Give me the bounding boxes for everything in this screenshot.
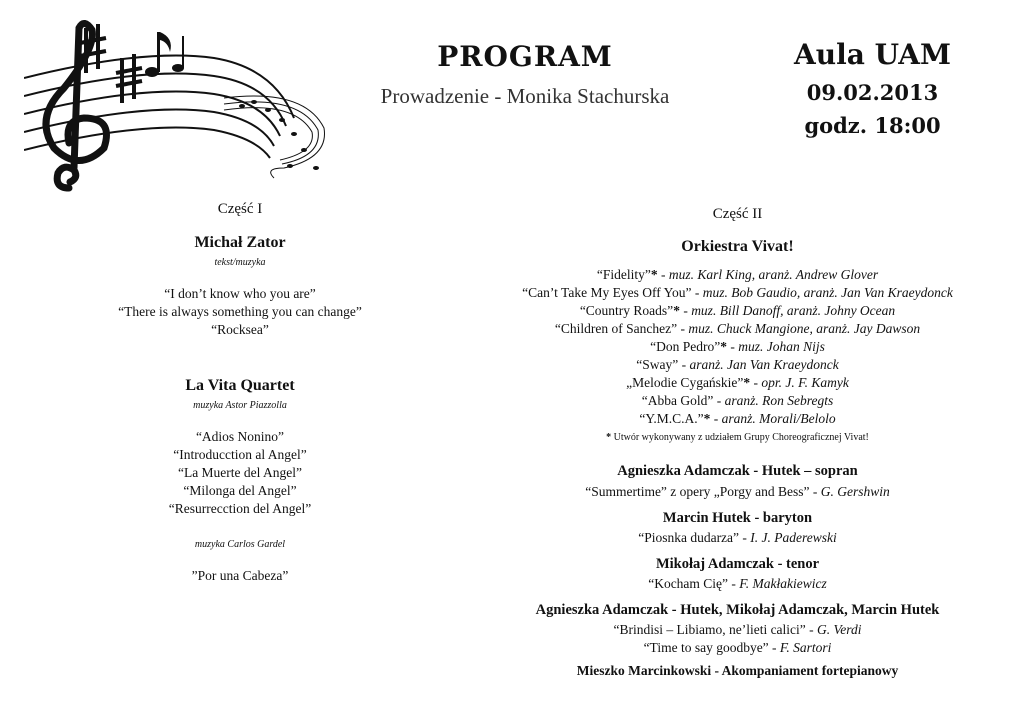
soprano-song-credit: G. Gershwin xyxy=(820,484,890,499)
orchestra-item xyxy=(470,338,1005,356)
page-title: PROGRAM xyxy=(437,40,613,73)
orchestra-item-star: * xyxy=(673,303,680,318)
orchestra-item-sep: - xyxy=(713,393,725,408)
orchestra-item-star: * xyxy=(743,375,751,390)
orchestra-item-sep: - xyxy=(677,321,689,336)
orchestra-item-title: „Melodie Cygańskie” xyxy=(626,375,744,390)
orchestra-item-credit: aranż. Morali/Belolo xyxy=(721,411,836,426)
part1-performer2-song-1: “Adios Nonino” xyxy=(195,429,285,444)
event-time: godz. 18:00 xyxy=(804,113,941,138)
part1-performer2-song-2: “Introducction al Angel” xyxy=(173,447,307,462)
tenor-song-credit: F. Makłakiewicz xyxy=(739,576,827,591)
orchestra-note xyxy=(470,432,1005,443)
orchestra-item xyxy=(470,410,1005,428)
orchestra-item-sep: - xyxy=(657,267,669,282)
orchestra-item-credit: opr. J. F. Kamyk xyxy=(761,375,849,390)
orchestra-item xyxy=(470,392,1005,410)
treble-clef-music-staff-icon xyxy=(24,18,334,198)
part1-performer2-song-4: “Milonga del Angel” xyxy=(183,483,297,498)
part1-performer2-song-5: “Resurrecction del Angel” xyxy=(168,501,312,516)
soprano-name: Agnieszka Adamczak - Hutek – sopran xyxy=(617,463,858,479)
orchestra-item-sep: - xyxy=(679,303,692,318)
orchestra-item-title: “Y.M.C.A.” xyxy=(639,411,704,426)
orchestra-item-sep: - xyxy=(678,357,690,372)
orchestra-item-sep: - xyxy=(750,375,762,390)
trio-name: Agnieszka Adamczak - Hutek, Mikołaj Adamczak, Marcin Hutek xyxy=(535,602,940,618)
part1-performer1-song-2: “There is always something you can change” xyxy=(118,304,362,319)
trio-song1-credit: G. Verdi xyxy=(817,622,862,637)
accompaniment: Mieszko Marcinkowski - Akompaniament fortepianowy xyxy=(576,663,899,678)
orchestra-item-sep: - xyxy=(726,339,739,354)
part1-performer1-name: Michał Zator xyxy=(194,234,286,251)
baritone-name: Marcin Hutek - baryton xyxy=(662,510,813,526)
baritone-song xyxy=(470,529,1005,547)
orchestra-item-sep: - xyxy=(691,285,703,300)
orchestra-item-credit: aranż. Jan Van Kraeydonck xyxy=(689,357,839,372)
orchestra-item-credit: muz. Bill Danoff, aranż. Johny Ocean xyxy=(691,303,896,318)
trio-song2-credit: F. Sartori xyxy=(779,640,832,655)
orchestra-item-title: “Don Pedro” xyxy=(650,339,721,354)
orchestra-item xyxy=(470,284,1005,302)
baritone-song-credit: I. J. Paderewski xyxy=(750,530,837,545)
note-text: Utwór wykonywany z udziałem Grupy Choreograficznej Vivat! xyxy=(611,432,869,443)
orchestra-item-star: * xyxy=(703,411,711,426)
part1-performer2-name: La Vita Quartet xyxy=(185,377,295,394)
orchestra-item-credit: muz. Johan Nijs xyxy=(738,339,825,354)
note-star: * xyxy=(606,432,612,443)
orchestra-name: Orkiestra Vivat! xyxy=(681,238,794,255)
orchestra-item xyxy=(470,266,1005,284)
orchestra-item-title: “Abba Gold” xyxy=(641,393,714,408)
part1-performer2-sub: muzyka Astor Piazzolla xyxy=(193,400,287,411)
soprano-song-title: “Summertime” z opery „Porgy and Bess” - xyxy=(585,484,821,499)
part1-performer2-sub2: muzyka Carlos Gardel xyxy=(194,539,286,550)
orchestra-item-sep: - xyxy=(710,411,722,426)
part1-label: Część I xyxy=(217,201,263,217)
orchestra-item xyxy=(470,302,1005,320)
orchestra-item-star: * xyxy=(650,267,658,282)
part1-performer2-song-3: “La Muerte del Angel” xyxy=(177,465,303,480)
tenor-song xyxy=(470,575,1005,593)
trio-song-1 xyxy=(470,621,1005,639)
orchestra-list xyxy=(470,266,1005,428)
orchestra-item-credit: muz. Bob Gaudio, aranż. Jan Van Kraeydonck xyxy=(702,285,953,300)
tenor-name: Mikołaj Adamczak - tenor xyxy=(655,556,820,572)
orchestra-item xyxy=(470,356,1005,374)
orchestra-item-title: “Fidelity” xyxy=(596,267,651,282)
event-date: 09.02.2013 xyxy=(806,80,939,105)
part1-performer2-last-song: ”Por una Cabeza” xyxy=(191,568,289,583)
baritone-song-title: “Piosnka dudarza” - xyxy=(638,530,751,545)
orchestra-item-credit: aranż. Ron Sebregts xyxy=(724,393,834,408)
trio-song-2 xyxy=(470,639,1005,657)
part1-performer1-song-1: “I don’t know who you are” xyxy=(164,286,316,301)
part1-performer1-sub: tekst/muzyka xyxy=(214,257,266,268)
orchestra-item xyxy=(470,374,1005,392)
part1-performer1-song-3: “Rocksea” xyxy=(211,322,269,337)
orchestra-item-credit: muz. Karl King, aranż. Andrew Glover xyxy=(668,267,879,282)
trio-song1-title: “Brindisi – Libiamo, ne’lieti calici” - xyxy=(613,622,818,637)
orchestra-item-star: * xyxy=(720,339,727,354)
part2-label: Część II xyxy=(712,206,763,222)
trio-song2-title: “Time to say goodbye” - xyxy=(643,640,780,655)
orchestra-item-title: “Country Roads” xyxy=(579,303,674,318)
tenor-song-title: “Kocham Cię” - xyxy=(648,576,740,591)
orchestra-item-title: “Children of Sanchez” xyxy=(554,321,678,336)
orchestra-item-title: “Sway” xyxy=(636,357,679,372)
orchestra-item-credit: muz. Chuck Mangione, aranż. Jay Dawson xyxy=(688,321,921,336)
orchestra-item-title: “Can’t Take My Eyes Off You” xyxy=(522,285,692,300)
soprano-song xyxy=(470,483,1005,501)
host-line: Prowadzenie - Monika Stachurska xyxy=(380,84,670,108)
orchestra-item xyxy=(470,320,1005,338)
venue: Aula UAM xyxy=(794,38,951,71)
